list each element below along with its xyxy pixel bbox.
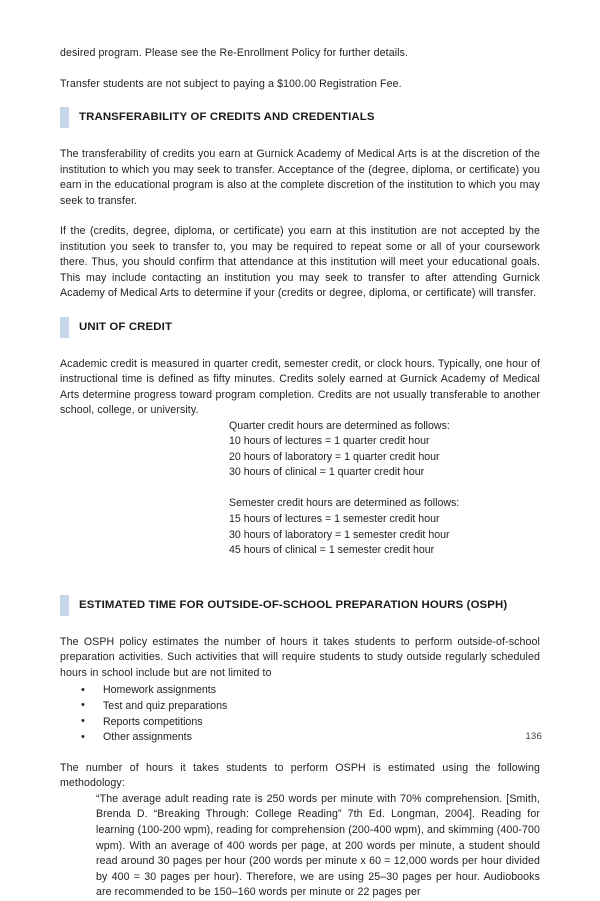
quarter-credit-block xyxy=(229,419,540,559)
list-spacer xyxy=(60,746,540,761)
page-content xyxy=(60,46,540,901)
semester-credit-line: 30 hours of laboratory = 1 semester credit hour xyxy=(229,528,450,541)
osph-paragraph-1: The OSPH policy estimates the number of hours it takes students to perform outside-of-school preparation activities. Such activities that will require students to study outside regularly scheduled hours in school include but are not limited to xyxy=(60,635,540,679)
page-number: 136 xyxy=(525,731,542,742)
section-title: TRANSFERABILITY OF CREDITS AND CREDENTIALS xyxy=(79,111,375,123)
intro-paragraph-1: desired program. Please see the Re-Enrollment Policy for further details. xyxy=(60,47,409,59)
heading-accent-bar-icon xyxy=(60,107,69,128)
quarter-credit-line: 30 hours of clinical = 1 quarter credit hour xyxy=(229,466,425,479)
semester-credit-title: Semester credit hours are determined as follows: xyxy=(229,497,460,510)
section-spacer xyxy=(60,559,540,581)
osph-methodology-lead: The number of hours it takes students to perform OSPH is estimated using the following methodology: xyxy=(60,761,540,790)
section-heading-unit-of-credit xyxy=(60,317,540,338)
section-heading-osph xyxy=(60,595,540,616)
section-title: UNIT OF CREDIT xyxy=(79,320,173,333)
semester-credit-line: 15 hours of lectures = 1 semester credit hour xyxy=(229,513,440,526)
semester-credit-line: 45 hours of clinical = 1 semester credit hour xyxy=(229,544,435,557)
transferability-paragraph-1: The transferability of credits you earn at Gurnick Academy of Medical Arts is at the discretion of the institution to which you may seek to transfer. Acceptance of the (degree, diploma, or certificate) you earn in the educational program is also at the complete discretion of the institution to which you may seek to transfer. xyxy=(60,148,540,207)
section-heading-transferability xyxy=(60,107,540,128)
quarter-credit-line: 20 hours of laboratory = 1 quarter credit hour xyxy=(229,450,440,463)
section-title: ESTIMATED TIME FOR OUTSIDE-OF-SCHOOL PREPARATION HOURS (OSPH) xyxy=(79,598,508,611)
intro-paragraph-2: Transfer students are not subject to paying a $100.00 Registration Fee. xyxy=(60,77,402,90)
block-spacer xyxy=(229,481,540,497)
list-item: • Other assignments xyxy=(60,730,540,746)
quarter-credit-line: 10 hours of lectures = 1 quarter credit hour xyxy=(229,435,430,448)
osph-activities-list xyxy=(60,683,540,745)
list-item: • Reports competitions xyxy=(60,715,540,731)
osph-methodology-quote: “The average adult reading rate is 250 words per minute with 70% comprehension. [Smith, Brenda D. “Breaking Through: College Reading” 7th Ed. Longman, 2004]. Reading for learning (100-200 wpm), reading for comprehension (200-400 wpm), and skimming (400-700 wpm). With an average of 400 words per page, at 200 words per minute, a student should read around 30 pages per hour (200 words per minute x 60 = 12,000 words per hour divided by 400 = 30 pages per hour). Therefore, we are using 25–30 pages per hour. Audiobooks are recommended to be 150–160 words per minute or 22 pages per xyxy=(96,792,540,899)
heading-accent-bar-icon xyxy=(60,595,69,616)
list-item: • Homework assignments xyxy=(60,683,540,699)
list-item: • Test and quiz preparations xyxy=(60,699,540,715)
unit-of-credit-paragraph-1: Academic credit is measured in quarter credit, semester credit, or clock hours. Typically, one hour of instructional time is defined as fifty minutes. Credits solely earned at Gurnick Academy of Medical Arts determine progress toward program completion. Credits are not usually transferable to another school, college, or university. xyxy=(60,357,540,416)
transferability-paragraph-2: If the (credits, degree, diploma, or certificate) you earn at this institution are not accepted by the institution you seek to transfer to, you may be required to repeat some or all of your coursework there. Thus, you should confirm that attendance at this institution will meet your educational goals. This may include contacting an institution you may seek to transfer to after attending Gurnick Academy of Medical Arts to determine if your (credits or degree, diploma, or certificate) will transfer. xyxy=(60,225,540,299)
heading-accent-bar-icon xyxy=(60,317,69,338)
quarter-credit-title: Quarter credit hours are determined as follows: xyxy=(229,419,450,432)
